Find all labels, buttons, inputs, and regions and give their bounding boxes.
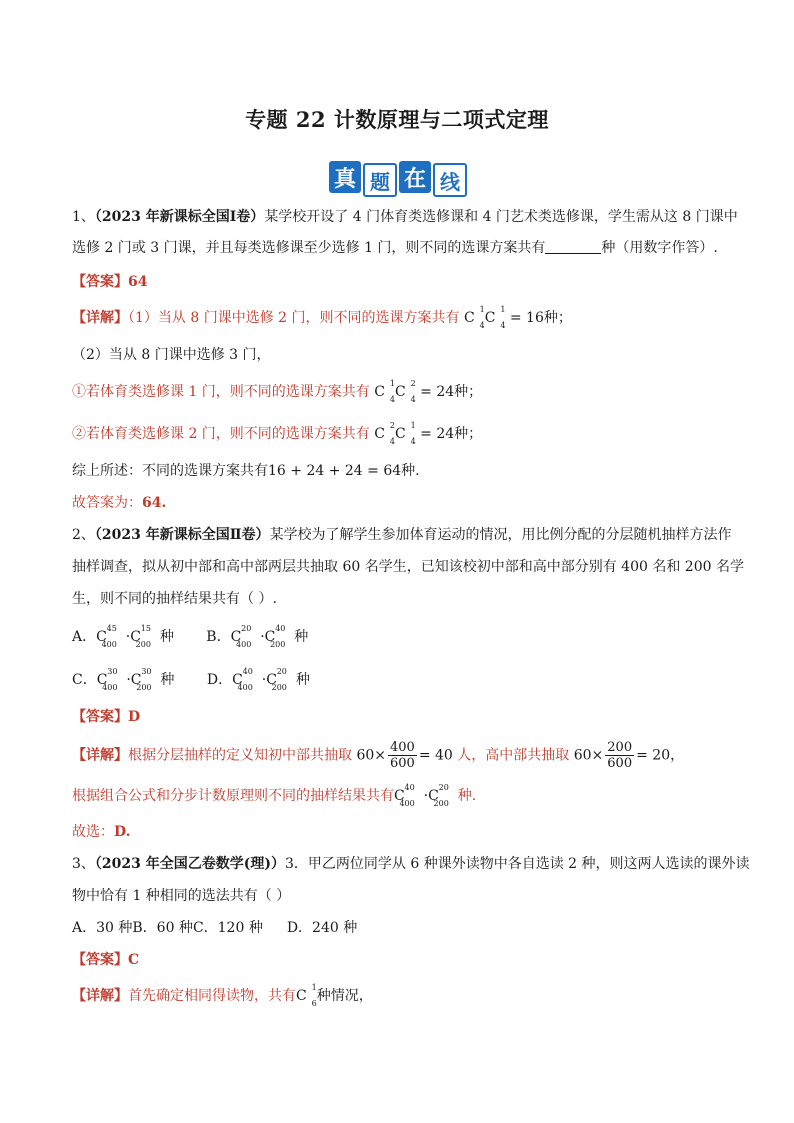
- q2-source: （2023 年新课标全国Ⅱ卷）: [94, 527, 270, 543]
- banner-tile-4: 线: [433, 163, 467, 197]
- q2-option-b: B．C 20 400 ·C 40 200 种: [206, 624, 309, 649]
- q2-detail-3: 故选：D.: [72, 824, 131, 840]
- q3-options: [72, 918, 722, 938]
- q1-detail-3: ①若体育类选修课 1 门，则不同的选课方案共有 C 1 4 C 2 4 = 24种；: [72, 379, 483, 404]
- q1-detail-6: 故答案为：64.: [72, 495, 167, 511]
- q1-answer: 【答案】64: [72, 274, 148, 290]
- q3-answer: 【答案】C: [72, 952, 140, 968]
- q2-answer: 【答案】D: [72, 709, 141, 725]
- banner-tile-1: 真: [329, 161, 361, 193]
- q3-detail-1: 【详解】首先确定相同得读物，共有C 1 6 种情况，: [72, 983, 373, 1008]
- q1-detail-4: ②若体育类选修课 2 门，则不同的选课方案共有 C 2 4 C 1 4 = 24种；: [72, 421, 483, 446]
- q1-detail-2: （2）当从 8 门课中选修 3 门，: [72, 347, 271, 363]
- page-title: 专题 22 计数原理与二项式定理: [245, 107, 549, 132]
- q1-stem-line2: 选修 2 门或 3 门课，并且每类选修课至少选修 1 门，则不同的选课方案共有 种（用数字作答）.: [72, 240, 718, 256]
- q2-option-a: A．C 45 400 ·C 15 200 种: [72, 624, 174, 649]
- q1-detail-5: 综上所述：不同的选课方案共有16 + 24 + 24 = 64种.: [72, 463, 420, 479]
- q3-option-a: A．30 种: [72, 920, 133, 936]
- q3-option-c: C．120 种: [192, 920, 263, 936]
- q1-detail-1: 【详解】（1）当从 8 门课中选修 2 门，则不同的选课方案共有 C 1 4 C 1 4 = 16种；: [72, 305, 572, 330]
- q2-options-row1: [72, 624, 722, 649]
- q3-stem-line2: 物中恰有 1 种相同的选法共有（ ）: [72, 888, 291, 904]
- banner-tile-2: 题: [363, 163, 397, 197]
- q2-options-row2: [72, 667, 722, 692]
- q3-source: （2023 年全国乙卷数学(理)）: [94, 856, 286, 872]
- q2-detail-2: 根据组合公式和分步计数原理则不同的抽样结果共有C 40 400 ·C 20 200 种.: [72, 783, 477, 808]
- q2-option-c: C．C 30 400 ·C 30 200 种: [72, 667, 175, 692]
- section-banner: [329, 157, 467, 197]
- q2-option-d: D．C 40 400 ·C 20 200 种: [206, 667, 310, 692]
- q1-stem-line1: 1、（2023 年新课标全国Ⅰ卷）某学校开设了 4 门体育类选修课和 4 门艺术类选修课，学生需从这 8 门课中: [72, 209, 738, 225]
- q1-answer-blank: [545, 239, 601, 254]
- q3-stem-line1: 3、（2023 年全国乙卷数学(理)）3．甲乙两位同学从 6 种课外读物中各自选读 2 种，则这两人选读的课外读: [72, 856, 750, 872]
- q3-option-b: B．60 种: [132, 920, 193, 936]
- q2-stem-line2: 抽样调查，拟从初中部和高中部两层共抽取 60 名学生，已知该校初中部和高中部分别有 400 名和 200 名学: [72, 559, 744, 575]
- q2-stem-line3: 生，则不同的抽样结果共有（ ）.: [72, 591, 277, 607]
- q2-detail-1: 【详解】根据分层抽样的定义知初中部共抽取 60× $\frac{400}{600}$ = 40 人，高中部共抽取 60× $\frac{200}{600}$ = 20，: [72, 740, 685, 771]
- banner-tile-3: 在: [399, 161, 431, 193]
- q2-stem-line1: 2、（2023 年新课标全国Ⅱ卷）某学校为了解学生参加体育运动的情况，用比例分配的分层随机抽样方法作: [72, 527, 732, 543]
- q1-source: （2023 年新课标全国Ⅰ卷）: [94, 209, 265, 225]
- q3-option-d: D．240 种: [286, 920, 358, 936]
